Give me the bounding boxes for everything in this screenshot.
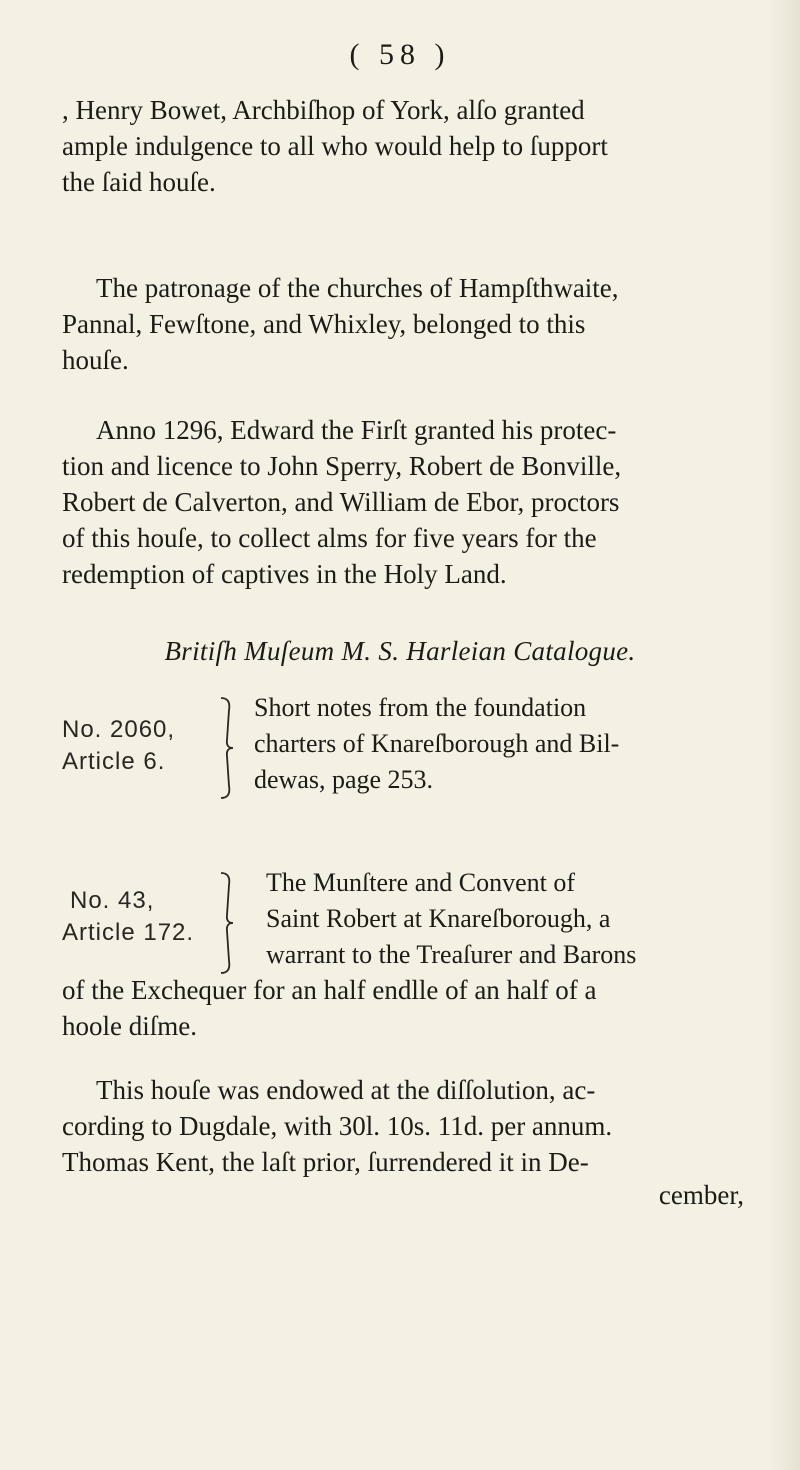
- page-number: ( 58 ): [349, 38, 451, 71]
- reference-label: [62, 714, 175, 778]
- text-line: warrant to the Treaſurer and Barons: [266, 940, 637, 969]
- text-line: Saint Robert at Knareſborough, a: [266, 904, 611, 933]
- catchword: cember,: [658, 1180, 744, 1210]
- text-line: Robert de Calverton, and William de Ebor, proctors: [62, 487, 620, 517]
- citation-heading: Britiſh Muſeum M. S. Harleian Catalogue.: [164, 636, 636, 666]
- paragraph-patronage: [62, 270, 762, 378]
- text-line: This houſe was endowed at the diſſolution, ac-: [96, 1075, 596, 1105]
- text-line: of the Exchequer for an half endlle of an half of a: [62, 975, 597, 1005]
- text-line: tion and licence to John Sperry, Robert de Bonville,: [62, 451, 622, 481]
- reference-description: [266, 865, 636, 973]
- paragraph-henry-bowet: [62, 92, 762, 200]
- paragraph-exchequer: [62, 972, 762, 1044]
- brace-icon: [219, 871, 235, 975]
- text-line: The Munſtere and Convent of: [266, 868, 576, 897]
- text-line: hoole diſme.: [62, 1011, 197, 1041]
- reference-number: No. 2060,: [62, 716, 176, 743]
- text-line: , Henry Bowet, Archbiſhop of York, alſo granted: [62, 95, 585, 125]
- reference-entry-2060: [62, 690, 762, 810]
- reference-article: Article 6.: [62, 748, 166, 775]
- text-line: Thomas Kent, the laſt prior, ſurrendered it in De-: [62, 1147, 589, 1177]
- reference-label: [62, 885, 194, 949]
- paragraph-anno-1296: [62, 412, 762, 592]
- text-line: ample indulgence to all who would help to ſupport: [62, 131, 608, 161]
- text-line: dewas, page 253.: [254, 765, 434, 794]
- brace-icon: [219, 696, 235, 800]
- text-line: Anno 1296, Edward the Firſt granted his protec-: [96, 415, 617, 445]
- text-line: cording to Dugdale, with 30l. 10s. 11d. per annum.: [62, 1111, 613, 1141]
- reference-article: Article 172.: [62, 919, 195, 946]
- text-line: charters of Knareſborough and Bil-: [254, 729, 620, 758]
- text-line: Pannal, Fewſtone, and Whixley, belonged to this: [62, 309, 586, 339]
- text-line: the ſaid houſe.: [62, 167, 216, 197]
- text-line: The patronage of the churches of Hampſthwaite,: [96, 273, 619, 303]
- reference-description: [254, 690, 619, 798]
- reference-entry-43: [62, 865, 762, 985]
- paragraph-endowment: [62, 1072, 762, 1180]
- text-line: redemption of captives in the Holy Land.: [62, 559, 507, 589]
- text-line: of this houſe, to collect alms for five years for the: [62, 523, 597, 553]
- reference-number: No. 43,: [70, 887, 155, 914]
- text-line: Short notes from the foundation: [254, 693, 587, 722]
- text-line: houſe.: [62, 345, 129, 375]
